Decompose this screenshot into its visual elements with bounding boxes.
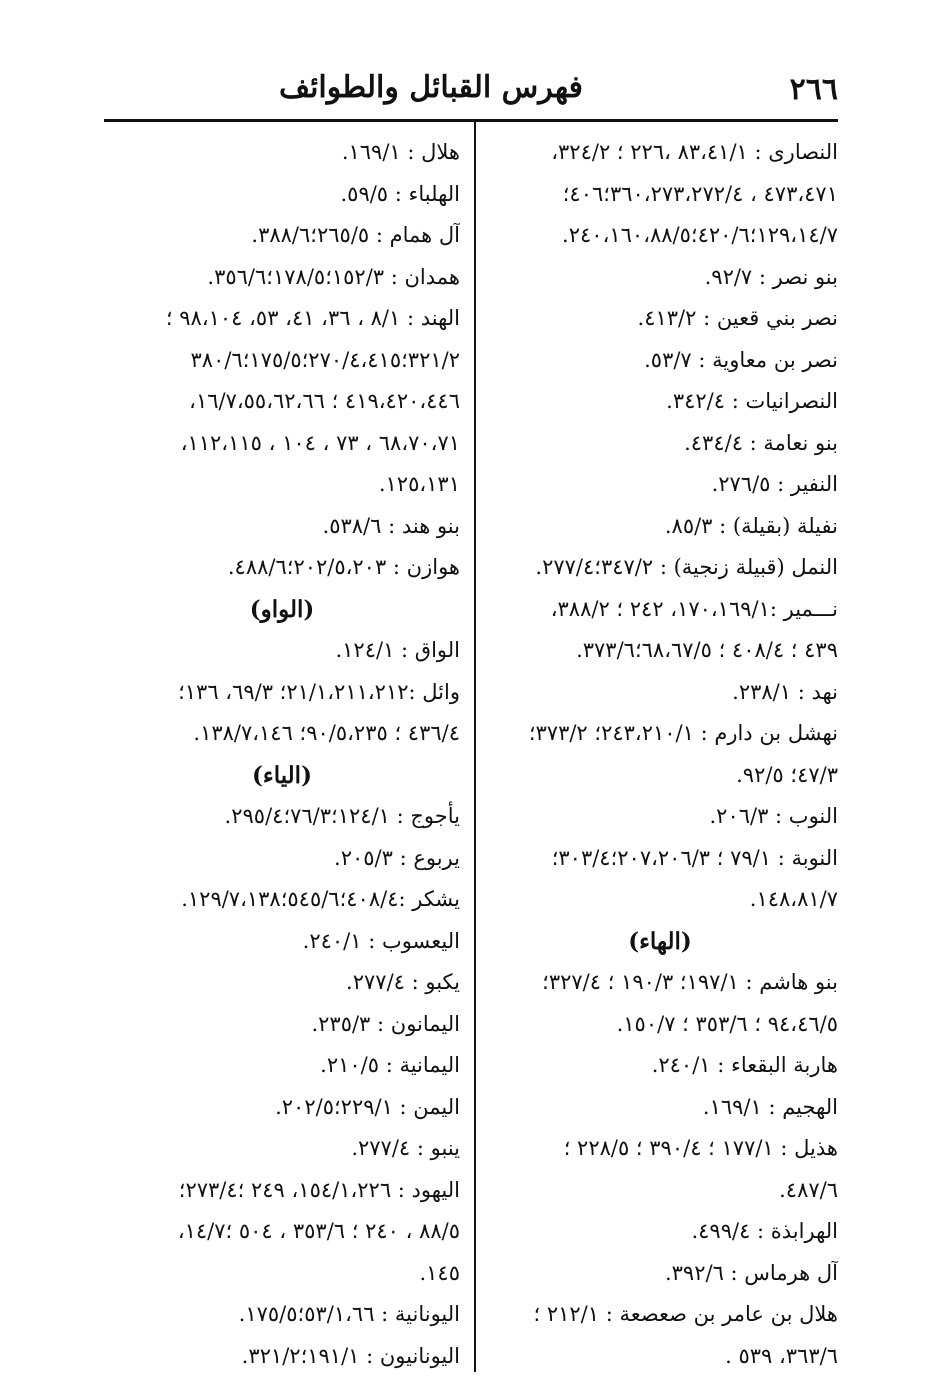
index-entry: يكبو : ٢٧٧/٤. [346, 970, 460, 994]
index-entry: بنو هاشم : ١٩٧/١؛ ١٩٠/٣ ؛ ٣٢٧/٤؛ [542, 970, 838, 994]
index-entry: اليمانون : ٢٣٥/٣. [311, 1011, 460, 1036]
index-entry: هلال بن عامر بن صعصعة : ٢١٢/١ ؛ [533, 1302, 838, 1326]
section-heading: (الواو) [249, 595, 315, 623]
section-heading: (الهاء) [628, 927, 692, 955]
index-entry: النصارى : ٨٣،٤١/١ ،٢٢٦ ؛ ٣٢٤/٢، [551, 140, 838, 164]
index-entry: اليونانيون : ١٩١/١؛٣٢١/٢. [241, 1343, 460, 1368]
index-entry-continuation: ٨٨/٥ ، ٢٤٠ ؛ ٣٥٣/٦ ، ٥٠٤ ؛١٤/٧، [177, 1219, 460, 1243]
index-entry: نفيلة (بقيلة) : ٨٥/٣. [664, 513, 838, 538]
index-entry: اليمن : ٢٢٩/١؛٢٠٢/٥. [275, 1094, 460, 1119]
index-entry: النوبة : ٧٩/١ ؛ ٢٠٧،٢٠٦/٣؛٣٠٣/٤؛ [551, 845, 838, 870]
index-entry-continuation: ٤١٩،٤٢٠،٤٤٦ ؛ ١٦/٧،٥٥،٦٢،٦٦، [189, 389, 460, 413]
index-entry: يربوع : ٢٠٥/٣. [334, 845, 460, 870]
index-entry: بنو نصر : ٩٢/٧. [704, 264, 838, 289]
index-entry-continuation: ٤٣٦/٤ ؛ ٩٠/٥،٢٣٥؛ ١٣٨/٧،١٤٦. [193, 721, 460, 745]
index-entry: هوازن : ٢٠٢/٥،٢٠٣؛٤٨٨/٦. [227, 555, 460, 579]
index-entry: النوب : ٢٠٦/٣. [709, 804, 838, 828]
index-entry-continuation: ٣٦٣/٦، ٥٣٩ . [725, 1343, 838, 1368]
index-entry: النصرانيات : ٣٤٢/٤. [666, 389, 838, 413]
index-entry: ينبو : ٢٧٧/٤. [351, 1136, 460, 1160]
index-entry-continuation: ٤٣٩ ؛ ٤٠٨/٤ ؛ ٦٨،٦٧/٥؛٣٧٣/٦. [576, 638, 838, 662]
index-entry: همدان : ١٥٢/٣؛١٧٨/٥؛٣٥٦/٦. [207, 264, 460, 289]
index-entry: الهند : ٨/١ ، ٣٦، ٤١، ٥٣، ٩٨،١٠٤ ؛ [165, 306, 460, 330]
index-entry: الهرابذة : ٤٩٩/٤. [691, 1219, 838, 1243]
index-entry: آل همام : ٢٦٥/٥؛٣٨٨/٦. [251, 223, 460, 247]
index-entry: يشكر :٤٠٨/٤؛٥٤٥/٦؛١٢٩/٧،١٣٨. [181, 887, 460, 911]
index-entry: اليهود : ١٥٤/١،٢٢٦، ٢٤٩ ؛٢٧٣/٤؛ [178, 1177, 460, 1202]
index-column-left [104, 132, 460, 1377]
index-entry-continuation: ٩٤،٤٦/٥ ؛ ٣٥٣/٦ ؛ ١٥٠/٧. [616, 1011, 838, 1036]
page-header [104, 68, 838, 110]
index-entry: الواق : ١٢٤/١. [335, 638, 460, 662]
index-entry: بنو نعامة : ٤٣٤/٤. [684, 430, 838, 455]
index-entry: نهشل بن دارم : ٢٤٣،٢١٠/١؛ ٣٧٣/٢؛ [528, 721, 838, 745]
index-entry: هذيل : ١٧٧/١ ؛ ٣٩٠/٤ ؛ ٢٢٨/٥ ؛ [563, 1136, 838, 1160]
index-entry: الهلباء : ٥٩/٥. [340, 181, 460, 206]
index-entry: اليمانية : ٢١٠/٥. [320, 1053, 460, 1077]
index-entry-continuation: ١٤٥. [419, 1260, 460, 1285]
index-entry: نصر بني قعين : ٤١٣/٢. [637, 306, 838, 330]
index-entry: النفير : ٢٧٦/٥. [711, 472, 838, 496]
section-heading: (الياء) [252, 761, 312, 789]
header-rule [104, 119, 838, 122]
index-entry: يأجوج : ١٢٤/١؛٧٦/٣؛٢٩٥/٤. [224, 804, 460, 828]
index-entry-continuation: ٣٢١/٢؛٢٧٠/٤،٤١٥؛١٧٥/٥؛٣٨٠/٦ [190, 347, 460, 372]
index-column-right [482, 132, 838, 1377]
page-title: فهرس القبائل والطوائف [279, 70, 583, 105]
index-entry-continuation: ٤٧/٣؛ ٩٢/٥. [736, 762, 838, 787]
index-entry: نهد : ٢٣٨/١. [732, 679, 838, 704]
page-number: ٢٦٦ [789, 72, 838, 107]
index-entry: اليعسوب : ٢٤٠/١. [302, 928, 460, 953]
index-entry-continuation: ٤٧٣،٤٧١ ، ٣٦٠،٢٧٣،٢٧٢/٤؛٤٠٦؛ [562, 181, 838, 206]
index-entry: نـــمير :١٧٠،١٦٩/١، ٢٤٢ ؛ ٣٨٨/٢، [550, 596, 838, 621]
index-entry: بنو هند : ٥٣٨/٦. [322, 513, 460, 538]
index-entry-continuation: ١٢٥،١٣١. [378, 472, 460, 496]
index-entry-continuation: ٤٨٧/٦. [779, 1177, 838, 1202]
index-entry-continuation: ٦٨،٧٠،٧١ ، ٧٣ ، ١٠٤ ، ١١٢،١١٥، [180, 430, 460, 455]
index-entry: هلال : ١٦٩/١. [341, 140, 460, 164]
index-entry: نصر بن معاوية : ٥٣/٧. [644, 347, 838, 372]
column-divider [474, 122, 476, 1372]
index-entry-continuation: ١٢٩،١٤/٧؛٤٢٠/٦؛٢٤٠،١٦٠،٨٨/٥. [562, 223, 838, 247]
index-entry: آل هرماس : ٣٩٢/٦. [664, 1260, 838, 1285]
index-entry: اليونانية : ٥٣/١،٦٦؛١٧٥/٥. [238, 1302, 460, 1326]
index-entry-continuation: ١٤٨،٨١/٧. [749, 887, 838, 911]
index-entry: هاربة البقعاء : ٢٤٠/١. [651, 1053, 838, 1077]
index-entry: النمل (قبيلة زنجية) : ٣٤٧/٢؛٢٧٧/٤. [535, 555, 838, 579]
index-entry: وائل :٢١/١،٢١١،٢١٢؛ ٦٩/٣، ١٣٦؛ [178, 679, 460, 704]
index-entry: الهجيم : ١٦٩/١. [702, 1094, 838, 1119]
